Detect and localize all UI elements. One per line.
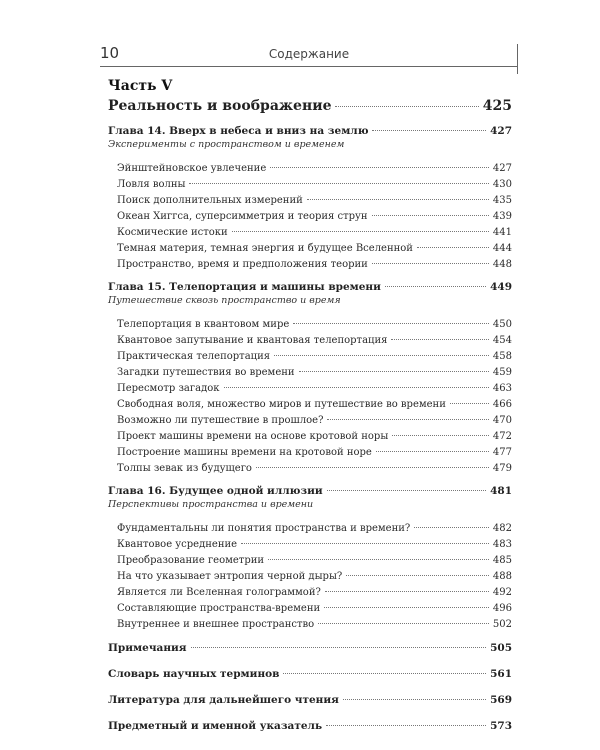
section-page: 477 <box>492 447 512 458</box>
leader-dots <box>232 231 489 232</box>
section-page: 488 <box>492 571 512 582</box>
leader-dots <box>327 419 488 420</box>
section-page: 439 <box>492 211 512 222</box>
toc-section-entry[interactable] <box>117 553 512 568</box>
chapter-title: Глава 16. Будущее одной иллюзии <box>108 485 323 497</box>
toc-section-entry[interactable] <box>117 257 512 272</box>
section-page: 492 <box>492 587 512 598</box>
section-page: 450 <box>492 319 512 330</box>
backmatter-title: Предметный и именной указатель <box>108 720 323 732</box>
section-page: 459 <box>492 367 512 378</box>
toc-backmatter-entry[interactable] <box>108 667 512 682</box>
chapter-page: 481 <box>490 485 512 497</box>
backmatter-page: 505 <box>490 642 512 654</box>
section-title: Построение машины времени на кротовой норе <box>117 447 372 458</box>
leader-dots <box>391 339 488 340</box>
toc-section-entry[interactable] <box>117 461 512 476</box>
toc-section-entry[interactable] <box>117 521 512 536</box>
section-page: 430 <box>492 179 512 190</box>
leader-dots <box>189 183 488 184</box>
section-page: 485 <box>492 555 512 566</box>
chapter-page: 449 <box>490 281 512 293</box>
part-label: Часть V <box>108 78 173 94</box>
chapter-page: 427 <box>490 125 512 137</box>
leader-dots <box>283 673 486 674</box>
backmatter-title: Примечания <box>108 642 187 654</box>
chapter-subtitle: Эксперименты с пространством и временем <box>108 139 345 150</box>
toc-section-entry[interactable] <box>117 429 512 444</box>
leader-dots <box>326 725 486 726</box>
section-title: Пространство, время и предположения теории <box>117 259 368 270</box>
chapter-title: Глава 15. Телепортация и машины времени <box>108 281 381 293</box>
toc-section-entry[interactable] <box>117 317 512 332</box>
toc-section-entry[interactable] <box>117 601 512 616</box>
leader-dots <box>346 575 489 576</box>
toc-section-entry[interactable] <box>117 333 512 348</box>
toc-chapter-entry[interactable] <box>108 280 512 295</box>
header-rule <box>100 66 518 67</box>
leader-dots <box>268 559 489 560</box>
toc-backmatter-entry[interactable] <box>108 693 512 708</box>
section-page: 435 <box>492 195 512 206</box>
leader-dots <box>372 215 489 216</box>
section-page: 483 <box>492 539 512 550</box>
section-title: Темная материя, темная энергия и будущее Вселенной <box>117 243 413 254</box>
leader-dots <box>318 623 489 624</box>
section-title: Телепортация в квантовом мире <box>117 319 290 330</box>
leader-dots <box>274 355 489 356</box>
leader-dots <box>299 371 489 372</box>
section-title: Фундаментальны ли понятия пространства и времени? <box>117 523 411 534</box>
section-page: 444 <box>492 243 512 254</box>
toc-section-entry[interactable] <box>117 161 512 176</box>
section-page: 466 <box>492 399 512 410</box>
toc-part-title: Реальность и воображение <box>108 98 332 114</box>
toc-part-page: 425 <box>482 98 512 114</box>
section-title: Является ли Вселенная голограммой? <box>117 587 321 598</box>
leader-dots <box>414 527 489 528</box>
toc-section-entry[interactable] <box>117 537 512 552</box>
section-page: 472 <box>492 431 512 442</box>
leader-dots <box>191 647 487 648</box>
section-page: 482 <box>492 523 512 534</box>
section-page: 458 <box>492 351 512 362</box>
header-vertical-rule <box>517 44 518 74</box>
toc-section-entry[interactable] <box>117 569 512 584</box>
section-title: Проект машины времени на основе кротовой норы <box>117 431 389 442</box>
section-title: Практическая телепортация <box>117 351 271 362</box>
backmatter-title: Литература для дальнейшего чтения <box>108 694 339 706</box>
toc-section-entry[interactable] <box>117 381 512 396</box>
section-title: Поиск дополнительных измерений <box>117 195 303 206</box>
toc-chapter-entry[interactable] <box>108 484 512 499</box>
running-title: Содержание <box>268 47 350 61</box>
section-page: 463 <box>492 383 512 394</box>
leader-dots <box>417 247 489 248</box>
leader-dots <box>392 435 489 436</box>
toc-section-entry[interactable] <box>117 585 512 600</box>
section-title: Возможно ли путешествие в прошлое? <box>117 415 324 426</box>
leader-dots <box>224 387 489 388</box>
backmatter-page: 569 <box>490 694 512 706</box>
leader-dots <box>450 403 489 404</box>
toc-part-entry[interactable] <box>108 96 512 116</box>
leader-dots <box>376 451 489 452</box>
toc-section-entry[interactable] <box>117 349 512 364</box>
section-title: Толпы зевак из будущего <box>117 463 252 474</box>
section-page: 479 <box>492 463 512 474</box>
section-page: 502 <box>492 619 512 630</box>
leader-dots <box>293 323 489 324</box>
toc-section-entry[interactable] <box>117 209 512 224</box>
section-title: Составляющие пространства-времени <box>117 603 321 614</box>
toc-section-entry[interactable] <box>117 177 512 192</box>
chapter-title: Глава 14. Вверх в небеса и вниз на землю <box>108 125 369 137</box>
toc-section-entry[interactable] <box>117 225 512 240</box>
chapter-subtitle: Перспективы пространства и времени <box>108 499 314 510</box>
section-title: Внутреннее и внешнее пространство <box>117 619 315 630</box>
section-title: Океан Хиггса, суперсимметрия и теория струн <box>117 211 368 222</box>
section-title: На что указывает энтропия черной дыры? <box>117 571 343 582</box>
leader-dots <box>385 286 486 287</box>
section-title: Загадки путешествия во времени <box>117 367 295 378</box>
section-title: Преобразование геометрии <box>117 555 265 566</box>
leader-dots <box>343 699 486 700</box>
toc-section-entry[interactable] <box>117 193 512 208</box>
toc-backmatter-entry[interactable] <box>108 641 512 656</box>
backmatter-title: Словарь научных терминов <box>108 668 280 680</box>
leader-dots <box>372 263 489 264</box>
section-page: 454 <box>492 335 512 346</box>
backmatter-page: 573 <box>490 720 512 732</box>
leader-dots <box>307 199 489 200</box>
toc-chapter-entry[interactable] <box>108 124 512 139</box>
leader-dots <box>325 591 489 592</box>
backmatter-page: 561 <box>490 668 512 680</box>
section-title: Квантовое усреднение <box>117 539 238 550</box>
section-title: Пересмотр загадок <box>117 383 220 394</box>
toc-section-entry[interactable] <box>117 397 512 412</box>
toc-section-entry[interactable] <box>117 241 512 256</box>
toc-backmatter-entry[interactable] <box>108 719 512 734</box>
chapter-subtitle: Путешествие сквозь пространство и время <box>108 295 341 306</box>
leader-dots <box>372 130 486 131</box>
leader-dots <box>324 607 489 608</box>
leader-dots <box>256 467 489 468</box>
section-title: Свободная воля, множество миров и путешествие во времени <box>117 399 446 410</box>
section-title: Ловля волны <box>117 179 186 190</box>
toc-section-entry[interactable] <box>117 445 512 460</box>
leader-dots <box>270 167 489 168</box>
section-page: 470 <box>492 415 512 426</box>
leader-dots <box>241 543 489 544</box>
section-page: 448 <box>492 259 512 270</box>
section-title: Космические истоки <box>117 227 228 238</box>
section-title: Квантовое запутывание и квантовая телепортация <box>117 335 388 346</box>
section-page: 496 <box>492 603 512 614</box>
section-page: 427 <box>492 163 512 174</box>
leader-dots <box>335 106 478 107</box>
section-page: 441 <box>492 227 512 238</box>
running-header <box>100 44 518 66</box>
toc-section-entry[interactable] <box>117 365 512 380</box>
leader-dots <box>327 490 486 491</box>
page-number: 10 <box>100 44 120 62</box>
toc-section-entry[interactable] <box>117 617 512 632</box>
toc-section-entry[interactable] <box>117 413 512 428</box>
section-title: Эйнштейновское увлечение <box>117 163 267 174</box>
